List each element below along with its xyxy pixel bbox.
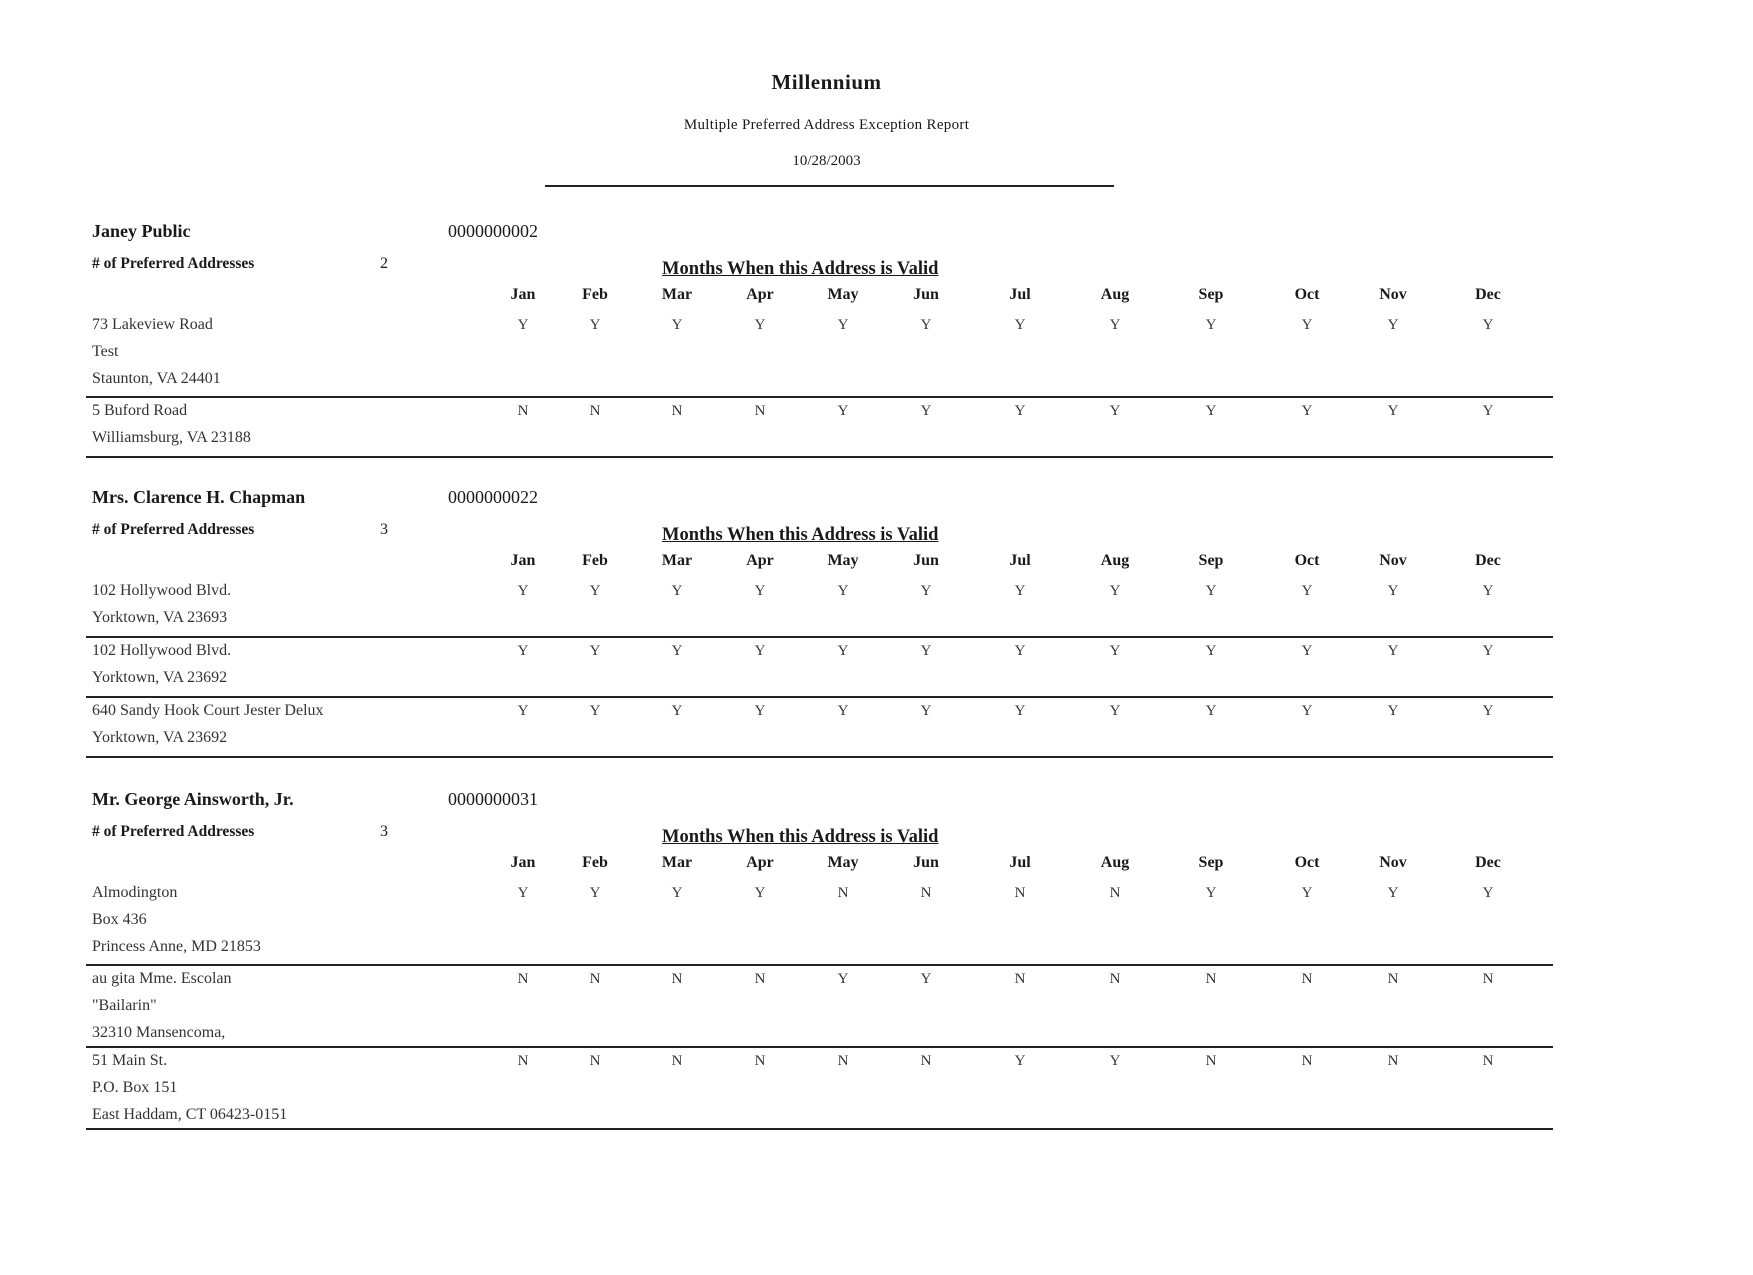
row-divider: [86, 456, 1553, 458]
month-header-may: May: [827, 286, 859, 303]
valid-flag-jan: Y: [517, 317, 529, 333]
month-header-jan: Jan: [510, 854, 536, 871]
month-header-oct: Oct: [1294, 854, 1320, 871]
valid-flag-may: Y: [837, 403, 849, 419]
valid-flag-apr: Y: [754, 317, 766, 333]
valid-flag-aug: Y: [1109, 403, 1121, 419]
valid-flag-aug: Y: [1109, 703, 1121, 719]
valid-flag-sep: Y: [1205, 317, 1217, 333]
valid-flag-feb: N: [589, 1053, 601, 1069]
valid-flag-aug: N: [1109, 885, 1121, 901]
month-header-jan: Jan: [510, 286, 536, 303]
customer-name: Mr. George Ainsworth, Jr.: [92, 789, 294, 809]
valid-flag-may: Y: [837, 971, 849, 987]
preferred-address-label: # of Preferred Addresses: [92, 255, 255, 272]
valid-flag-nov: N: [1387, 1053, 1399, 1069]
valid-flag-feb: Y: [589, 317, 601, 333]
valid-flag-jan: N: [517, 971, 529, 987]
valid-flag-dec: Y: [1482, 643, 1494, 659]
valid-flag-mar: Y: [671, 317, 683, 333]
preferred-address-label: # of Preferred Addresses: [92, 823, 255, 840]
month-header-sep: Sep: [1198, 286, 1224, 303]
valid-flag-oct: Y: [1301, 317, 1313, 333]
valid-flag-mar: Y: [671, 583, 683, 599]
month-header-dec: Dec: [1475, 286, 1501, 303]
customer-name: Mrs. Clarence H. Chapman: [92, 487, 306, 507]
month-header-apr: Apr: [746, 286, 774, 303]
valid-flag-apr: N: [754, 1053, 766, 1069]
address-line: 51 Main St.: [92, 1052, 168, 1069]
valid-flag-may: Y: [837, 317, 849, 333]
valid-flag-nov: Y: [1387, 583, 1399, 599]
valid-flag-jul: Y: [1014, 643, 1026, 659]
row-divider: [86, 964, 1553, 966]
valid-flag-jun: Y: [920, 703, 932, 719]
valid-flag-may: Y: [837, 583, 849, 599]
valid-flag-aug: Y: [1109, 317, 1121, 333]
valid-flag-sep: N: [1205, 971, 1217, 987]
address-line: Box 436: [92, 911, 147, 928]
customer-account-number: 0000000002: [448, 221, 538, 241]
month-header-feb: Feb: [582, 286, 608, 303]
row-divider: [86, 756, 1553, 758]
valid-flag-jan: Y: [517, 583, 529, 599]
address-line: East Haddam, CT 06423-0151: [92, 1106, 288, 1123]
month-header-may: May: [827, 552, 859, 569]
address-line: 102 Hollywood Blvd.: [92, 642, 232, 659]
valid-flag-jun: Y: [920, 971, 932, 987]
valid-flag-jul: Y: [1014, 583, 1026, 599]
month-header-jul: Jul: [1009, 286, 1031, 303]
valid-flag-jul: Y: [1014, 403, 1026, 419]
month-header-jun: Jun: [913, 854, 939, 871]
month-header-feb: Feb: [582, 552, 608, 569]
month-header-dec: Dec: [1475, 854, 1501, 871]
month-header-apr: Apr: [746, 552, 774, 569]
row-divider: [86, 1046, 1553, 1048]
valid-flag-jun: Y: [920, 403, 932, 419]
report-company-title: Millennium: [771, 70, 882, 94]
address-line: Staunton, VA 24401: [92, 370, 221, 387]
valid-flag-sep: Y: [1205, 643, 1217, 659]
valid-flag-oct: N: [1301, 971, 1313, 987]
valid-flag-jul: N: [1014, 885, 1026, 901]
valid-flag-feb: N: [589, 403, 601, 419]
address-line: 5 Buford Road: [92, 402, 188, 419]
month-header-apr: Apr: [746, 854, 774, 871]
valid-flag-jun: Y: [920, 583, 932, 599]
valid-flag-dec: Y: [1482, 885, 1494, 901]
valid-flag-apr: Y: [754, 583, 766, 599]
valid-flag-oct: Y: [1301, 703, 1313, 719]
report-date: 10/28/2003: [792, 153, 861, 169]
valid-flag-sep: Y: [1205, 583, 1217, 599]
valid-flag-jun: Y: [920, 317, 932, 333]
month-header-nov: Nov: [1379, 854, 1407, 871]
valid-flag-dec: Y: [1482, 583, 1494, 599]
month-header-jun: Jun: [913, 552, 939, 569]
month-header-jun: Jun: [913, 286, 939, 303]
customer-name: Janey Public: [92, 221, 191, 241]
valid-flag-apr: Y: [754, 643, 766, 659]
valid-flag-jan: N: [517, 403, 529, 419]
month-header-sep: Sep: [1198, 854, 1224, 871]
address-line: 73 Lakeview Road: [92, 316, 213, 333]
valid-flag-oct: Y: [1301, 885, 1313, 901]
months-valid-heading: Months When this Address is Valid: [662, 827, 939, 847]
valid-flag-dec: N: [1482, 971, 1494, 987]
valid-flag-feb: Y: [589, 583, 601, 599]
month-header-sep: Sep: [1198, 552, 1224, 569]
valid-flag-jul: Y: [1014, 703, 1026, 719]
address-line: P.O. Box 151: [92, 1079, 178, 1096]
valid-flag-nov: Y: [1387, 403, 1399, 419]
month-header-jul: Jul: [1009, 552, 1031, 569]
valid-flag-mar: N: [671, 403, 683, 419]
valid-flag-may: Y: [837, 643, 849, 659]
valid-flag-dec: N: [1482, 1053, 1494, 1069]
month-header-nov: Nov: [1379, 552, 1407, 569]
valid-flag-apr: N: [754, 403, 766, 419]
valid-flag-may: N: [837, 1053, 849, 1069]
valid-flag-may: Y: [837, 703, 849, 719]
preferred-address-count: 2: [380, 255, 388, 272]
valid-flag-may: N: [837, 885, 849, 901]
valid-flag-aug: Y: [1109, 643, 1121, 659]
address-line: Yorktown, VA 23693: [92, 609, 228, 626]
address-line: 640 Sandy Hook Court Jester Delux: [92, 702, 324, 719]
valid-flag-sep: Y: [1205, 885, 1217, 901]
month-header-mar: Mar: [661, 854, 693, 871]
valid-flag-mar: Y: [671, 885, 683, 901]
valid-flag-nov: N: [1387, 971, 1399, 987]
valid-flag-jul: N: [1014, 971, 1026, 987]
month-header-may: May: [827, 854, 859, 871]
valid-flag-oct: Y: [1301, 583, 1313, 599]
valid-flag-nov: Y: [1387, 317, 1399, 333]
address-line: Yorktown, VA 23692: [92, 729, 228, 746]
valid-flag-sep: Y: [1205, 703, 1217, 719]
month-header-jul: Jul: [1009, 854, 1031, 871]
valid-flag-mar: Y: [671, 643, 683, 659]
valid-flag-jun: N: [920, 1053, 932, 1069]
row-divider: [86, 1128, 1553, 1130]
valid-flag-mar: N: [671, 971, 683, 987]
valid-flag-jun: N: [920, 885, 932, 901]
valid-flag-aug: Y: [1109, 583, 1121, 599]
months-valid-heading: Months When this Address is Valid: [662, 259, 939, 279]
address-line: Almodington: [92, 884, 178, 901]
valid-flag-feb: Y: [589, 885, 601, 901]
valid-flag-dec: Y: [1482, 317, 1494, 333]
month-header-aug: Aug: [1100, 854, 1130, 871]
address-line: Princess Anne, MD 21853: [92, 938, 261, 955]
preferred-address-label: # of Preferred Addresses: [92, 521, 255, 538]
months-valid-heading: Months When this Address is Valid: [662, 525, 939, 545]
month-header-dec: Dec: [1475, 552, 1501, 569]
row-divider: [86, 636, 1553, 638]
valid-flag-feb: Y: [589, 703, 601, 719]
header-divider: [545, 185, 1114, 187]
valid-flag-mar: N: [671, 1053, 683, 1069]
month-header-aug: Aug: [1100, 286, 1130, 303]
customer-account-number: 0000000031: [448, 789, 538, 809]
valid-flag-sep: Y: [1205, 403, 1217, 419]
valid-flag-jun: Y: [920, 643, 932, 659]
address-line: au gita Mme. Escolan: [92, 970, 232, 987]
address-line: Yorktown, VA 23692: [92, 669, 228, 686]
month-header-nov: Nov: [1379, 286, 1407, 303]
valid-flag-feb: Y: [589, 643, 601, 659]
address-line: Test: [92, 343, 119, 360]
valid-flag-mar: Y: [671, 703, 683, 719]
preferred-address-count: 3: [380, 823, 388, 840]
month-header-oct: Oct: [1294, 552, 1320, 569]
row-divider: [86, 396, 1553, 398]
valid-flag-jul: Y: [1014, 1053, 1026, 1069]
valid-flag-jan: Y: [517, 643, 529, 659]
valid-flag-sep: N: [1205, 1053, 1217, 1069]
valid-flag-oct: Y: [1301, 403, 1313, 419]
valid-flag-nov: Y: [1387, 885, 1399, 901]
valid-flag-nov: Y: [1387, 643, 1399, 659]
month-header-mar: Mar: [661, 286, 693, 303]
report-subtitle: Multiple Preferred Address Exception Report: [683, 117, 970, 133]
month-header-jan: Jan: [510, 552, 536, 569]
address-line: Williamsburg, VA 23188: [92, 429, 251, 446]
valid-flag-jul: Y: [1014, 317, 1026, 333]
valid-flag-feb: N: [589, 971, 601, 987]
valid-flag-apr: N: [754, 971, 766, 987]
valid-flag-dec: Y: [1482, 703, 1494, 719]
valid-flag-oct: Y: [1301, 643, 1313, 659]
address-line: 102 Hollywood Blvd.: [92, 582, 232, 599]
preferred-address-count: 3: [380, 521, 388, 538]
customer-account-number: 0000000022: [448, 487, 538, 507]
month-header-oct: Oct: [1294, 286, 1320, 303]
valid-flag-jan: Y: [517, 885, 529, 901]
address-line: "Bailarin": [92, 997, 157, 1014]
valid-flag-dec: Y: [1482, 403, 1494, 419]
valid-flag-nov: Y: [1387, 703, 1399, 719]
valid-flag-oct: N: [1301, 1053, 1313, 1069]
address-line: 32310 Mansencoma,: [92, 1024, 226, 1041]
month-header-aug: Aug: [1100, 552, 1130, 569]
row-divider: [86, 696, 1553, 698]
valid-flag-aug: N: [1109, 971, 1121, 987]
valid-flag-jan: Y: [517, 703, 529, 719]
valid-flag-aug: Y: [1109, 1053, 1121, 1069]
month-header-feb: Feb: [582, 854, 608, 871]
valid-flag-apr: Y: [754, 885, 766, 901]
month-header-mar: Mar: [661, 552, 693, 569]
valid-flag-apr: Y: [754, 703, 766, 719]
valid-flag-jan: N: [517, 1053, 529, 1069]
